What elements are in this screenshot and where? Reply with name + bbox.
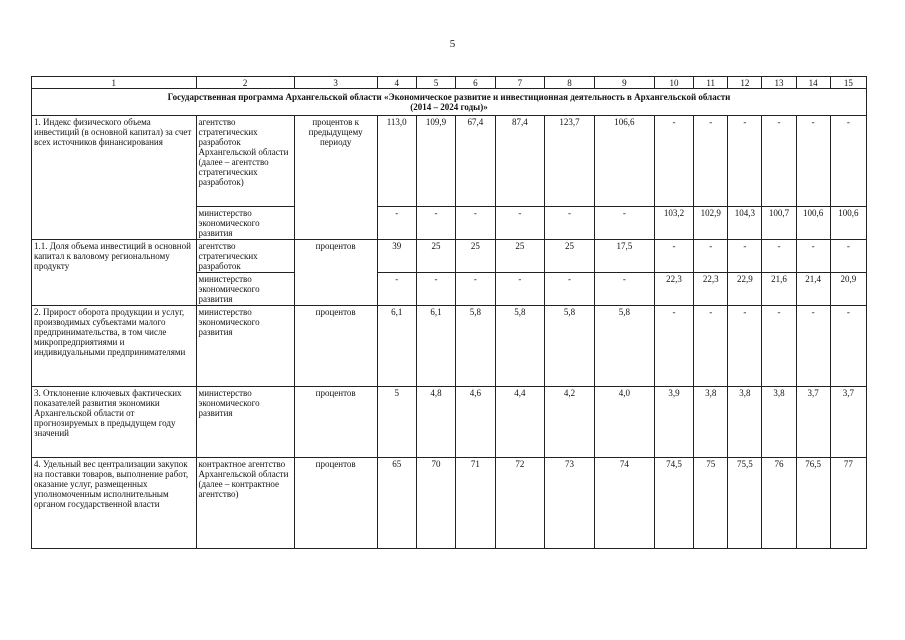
value-cell: - [654, 306, 693, 387]
value-cell: 5,8 [545, 306, 595, 387]
value-cell: 6,1 [377, 306, 416, 387]
column-header: 10 [654, 77, 693, 89]
value-cell: 113,0 [377, 116, 416, 207]
value-cell: - [495, 207, 545, 240]
value-cell: 103,2 [654, 207, 693, 240]
value-cell: 100,6 [830, 207, 866, 240]
program-title [32, 89, 867, 116]
value-cell: - [416, 273, 455, 306]
value-cell: 3,9 [654, 387, 693, 458]
value-cell: - [456, 207, 495, 240]
column-header: 9 [594, 77, 654, 89]
value-cell: 39 [377, 240, 416, 273]
column-header: 1 [32, 77, 197, 89]
indicator-name: 4. Удельный вес централизации закупок на поставки товаров, выполнение работ, оказание услуг, размещенных уполномоченным исполнительным органом государственной власти [32, 458, 197, 549]
value-cell: 3,7 [796, 387, 830, 458]
table-row [32, 240, 867, 273]
value-cell: 3,8 [728, 387, 762, 458]
unit: процентов [294, 458, 377, 549]
value-cell: 25 [456, 240, 495, 273]
table-row [32, 116, 867, 207]
table-row [32, 387, 867, 458]
value-cell: - [796, 240, 830, 273]
value-cell: 25 [545, 240, 595, 273]
value-cell: 104,3 [728, 207, 762, 240]
value-cell: 100,6 [796, 207, 830, 240]
value-cell: 75 [694, 458, 728, 549]
value-cell: - [762, 306, 796, 387]
value-cell: 67,4 [456, 116, 495, 207]
value-cell: 4,4 [495, 387, 545, 458]
program-title-line1: Государственная программа Архангельской области «Экономическое развитие и инвестиционная деятельность в Архангельской области [167, 92, 731, 102]
value-cell: 76,5 [796, 458, 830, 549]
value-cell: - [654, 116, 693, 207]
indicator-name: 3. Отклонение ключевых фактических показателей развития экономики Архангельской области от прогнозируемых в предыдущем году значений [32, 387, 197, 458]
value-cell: 25 [416, 240, 455, 273]
column-number-row [32, 77, 867, 89]
program-title-row [32, 89, 867, 116]
table-row [32, 458, 867, 549]
value-cell: - [377, 273, 416, 306]
value-cell: - [694, 116, 728, 207]
column-header: 13 [762, 77, 796, 89]
value-cell: - [377, 207, 416, 240]
value-cell: 4,6 [456, 387, 495, 458]
value-cell: - [796, 116, 830, 207]
value-cell: 75,5 [728, 458, 762, 549]
value-cell: 4,0 [594, 387, 654, 458]
value-cell: - [796, 306, 830, 387]
executor: агентство стратегических разработок [196, 240, 294, 273]
column-header: 15 [830, 77, 866, 89]
executor: министерство экономического развития [196, 207, 294, 240]
column-header: 4 [377, 77, 416, 89]
value-cell: 123,7 [545, 116, 595, 207]
value-cell: - [728, 240, 762, 273]
column-header: 8 [545, 77, 595, 89]
value-cell: 4,2 [545, 387, 595, 458]
value-cell: 87,4 [495, 116, 545, 207]
executor: министерство экономического развития [196, 306, 294, 387]
value-cell: 3,8 [762, 387, 796, 458]
value-cell: - [594, 207, 654, 240]
value-cell: 5,8 [495, 306, 545, 387]
value-cell: 72 [495, 458, 545, 549]
column-header: 3 [294, 77, 377, 89]
value-cell: 17,5 [594, 240, 654, 273]
column-header: 11 [694, 77, 728, 89]
indicator-name: 1. Индекс физического объема инвестиций (в основной капитал) за счет всех источников финансирования [32, 116, 197, 240]
value-cell: 74 [594, 458, 654, 549]
value-cell: - [694, 306, 728, 387]
column-header: 12 [728, 77, 762, 89]
value-cell: 100,7 [762, 207, 796, 240]
value-cell: 3,8 [694, 387, 728, 458]
page-number: 5 [449, 38, 456, 50]
column-header: 6 [456, 77, 495, 89]
column-header: 7 [495, 77, 545, 89]
value-cell: - [545, 207, 595, 240]
column-header: 2 [196, 77, 294, 89]
value-cell: 3,7 [830, 387, 866, 458]
value-cell: 102,9 [694, 207, 728, 240]
value-cell: 20,9 [830, 273, 866, 306]
column-header: 14 [796, 77, 830, 89]
unit: процентов к предыдущему периоду [294, 116, 377, 240]
value-cell: 65 [377, 458, 416, 549]
value-cell: 76 [762, 458, 796, 549]
value-cell: 109,9 [416, 116, 455, 207]
value-cell: - [416, 207, 455, 240]
value-cell: 4,8 [416, 387, 455, 458]
value-cell: 74,5 [654, 458, 693, 549]
indicator-name: 1.1. Доля объема инвестиций в основной капитал к валовому региональному продукту [32, 240, 197, 306]
value-cell: 22,9 [728, 273, 762, 306]
executor: контрактное агентство Архангельской области (далее – контрактное агентство) [196, 458, 294, 549]
value-cell: - [830, 240, 866, 273]
value-cell: - [728, 116, 762, 207]
value-cell: - [728, 306, 762, 387]
value-cell: - [762, 240, 796, 273]
table-row [32, 306, 867, 387]
column-header: 5 [416, 77, 455, 89]
program-title-line2: (2014 – 2024 годы)» [410, 102, 488, 112]
executor: министерство экономического развития [196, 273, 294, 306]
value-cell: - [762, 116, 796, 207]
unit: процентов [294, 306, 377, 387]
value-cell: 106,6 [594, 116, 654, 207]
value-cell: 5 [377, 387, 416, 458]
value-cell: 21,4 [796, 273, 830, 306]
value-cell: 22,3 [694, 273, 728, 306]
value-cell: - [545, 273, 595, 306]
value-cell: 21,6 [762, 273, 796, 306]
value-cell: - [830, 116, 866, 207]
unit: процентов [294, 387, 377, 458]
indicators-table [31, 76, 867, 549]
value-cell: 5,8 [456, 306, 495, 387]
value-cell: 5,8 [594, 306, 654, 387]
value-cell: 70 [416, 458, 455, 549]
value-cell: 71 [456, 458, 495, 549]
value-cell: - [594, 273, 654, 306]
value-cell: 22,3 [654, 273, 693, 306]
value-cell: - [495, 273, 545, 306]
value-cell: - [694, 240, 728, 273]
value-cell: 77 [830, 458, 866, 549]
indicator-name: 2. Прирост оборота продукции и услуг, производимых субъектами малого предпринимательства, в том числе микропредприятиями и индивидуальными предпринимателями [32, 306, 197, 387]
value-cell: - [456, 273, 495, 306]
executor: министерство экономического развития [196, 387, 294, 458]
value-cell: 25 [495, 240, 545, 273]
unit: процентов [294, 240, 377, 306]
executor: агентство стратегических разработок Архангельской области (далее – агентство стратегических разработок) [196, 116, 294, 207]
value-cell: - [654, 240, 693, 273]
value-cell: 6,1 [416, 306, 455, 387]
value-cell: 73 [545, 458, 595, 549]
value-cell: - [830, 306, 866, 387]
